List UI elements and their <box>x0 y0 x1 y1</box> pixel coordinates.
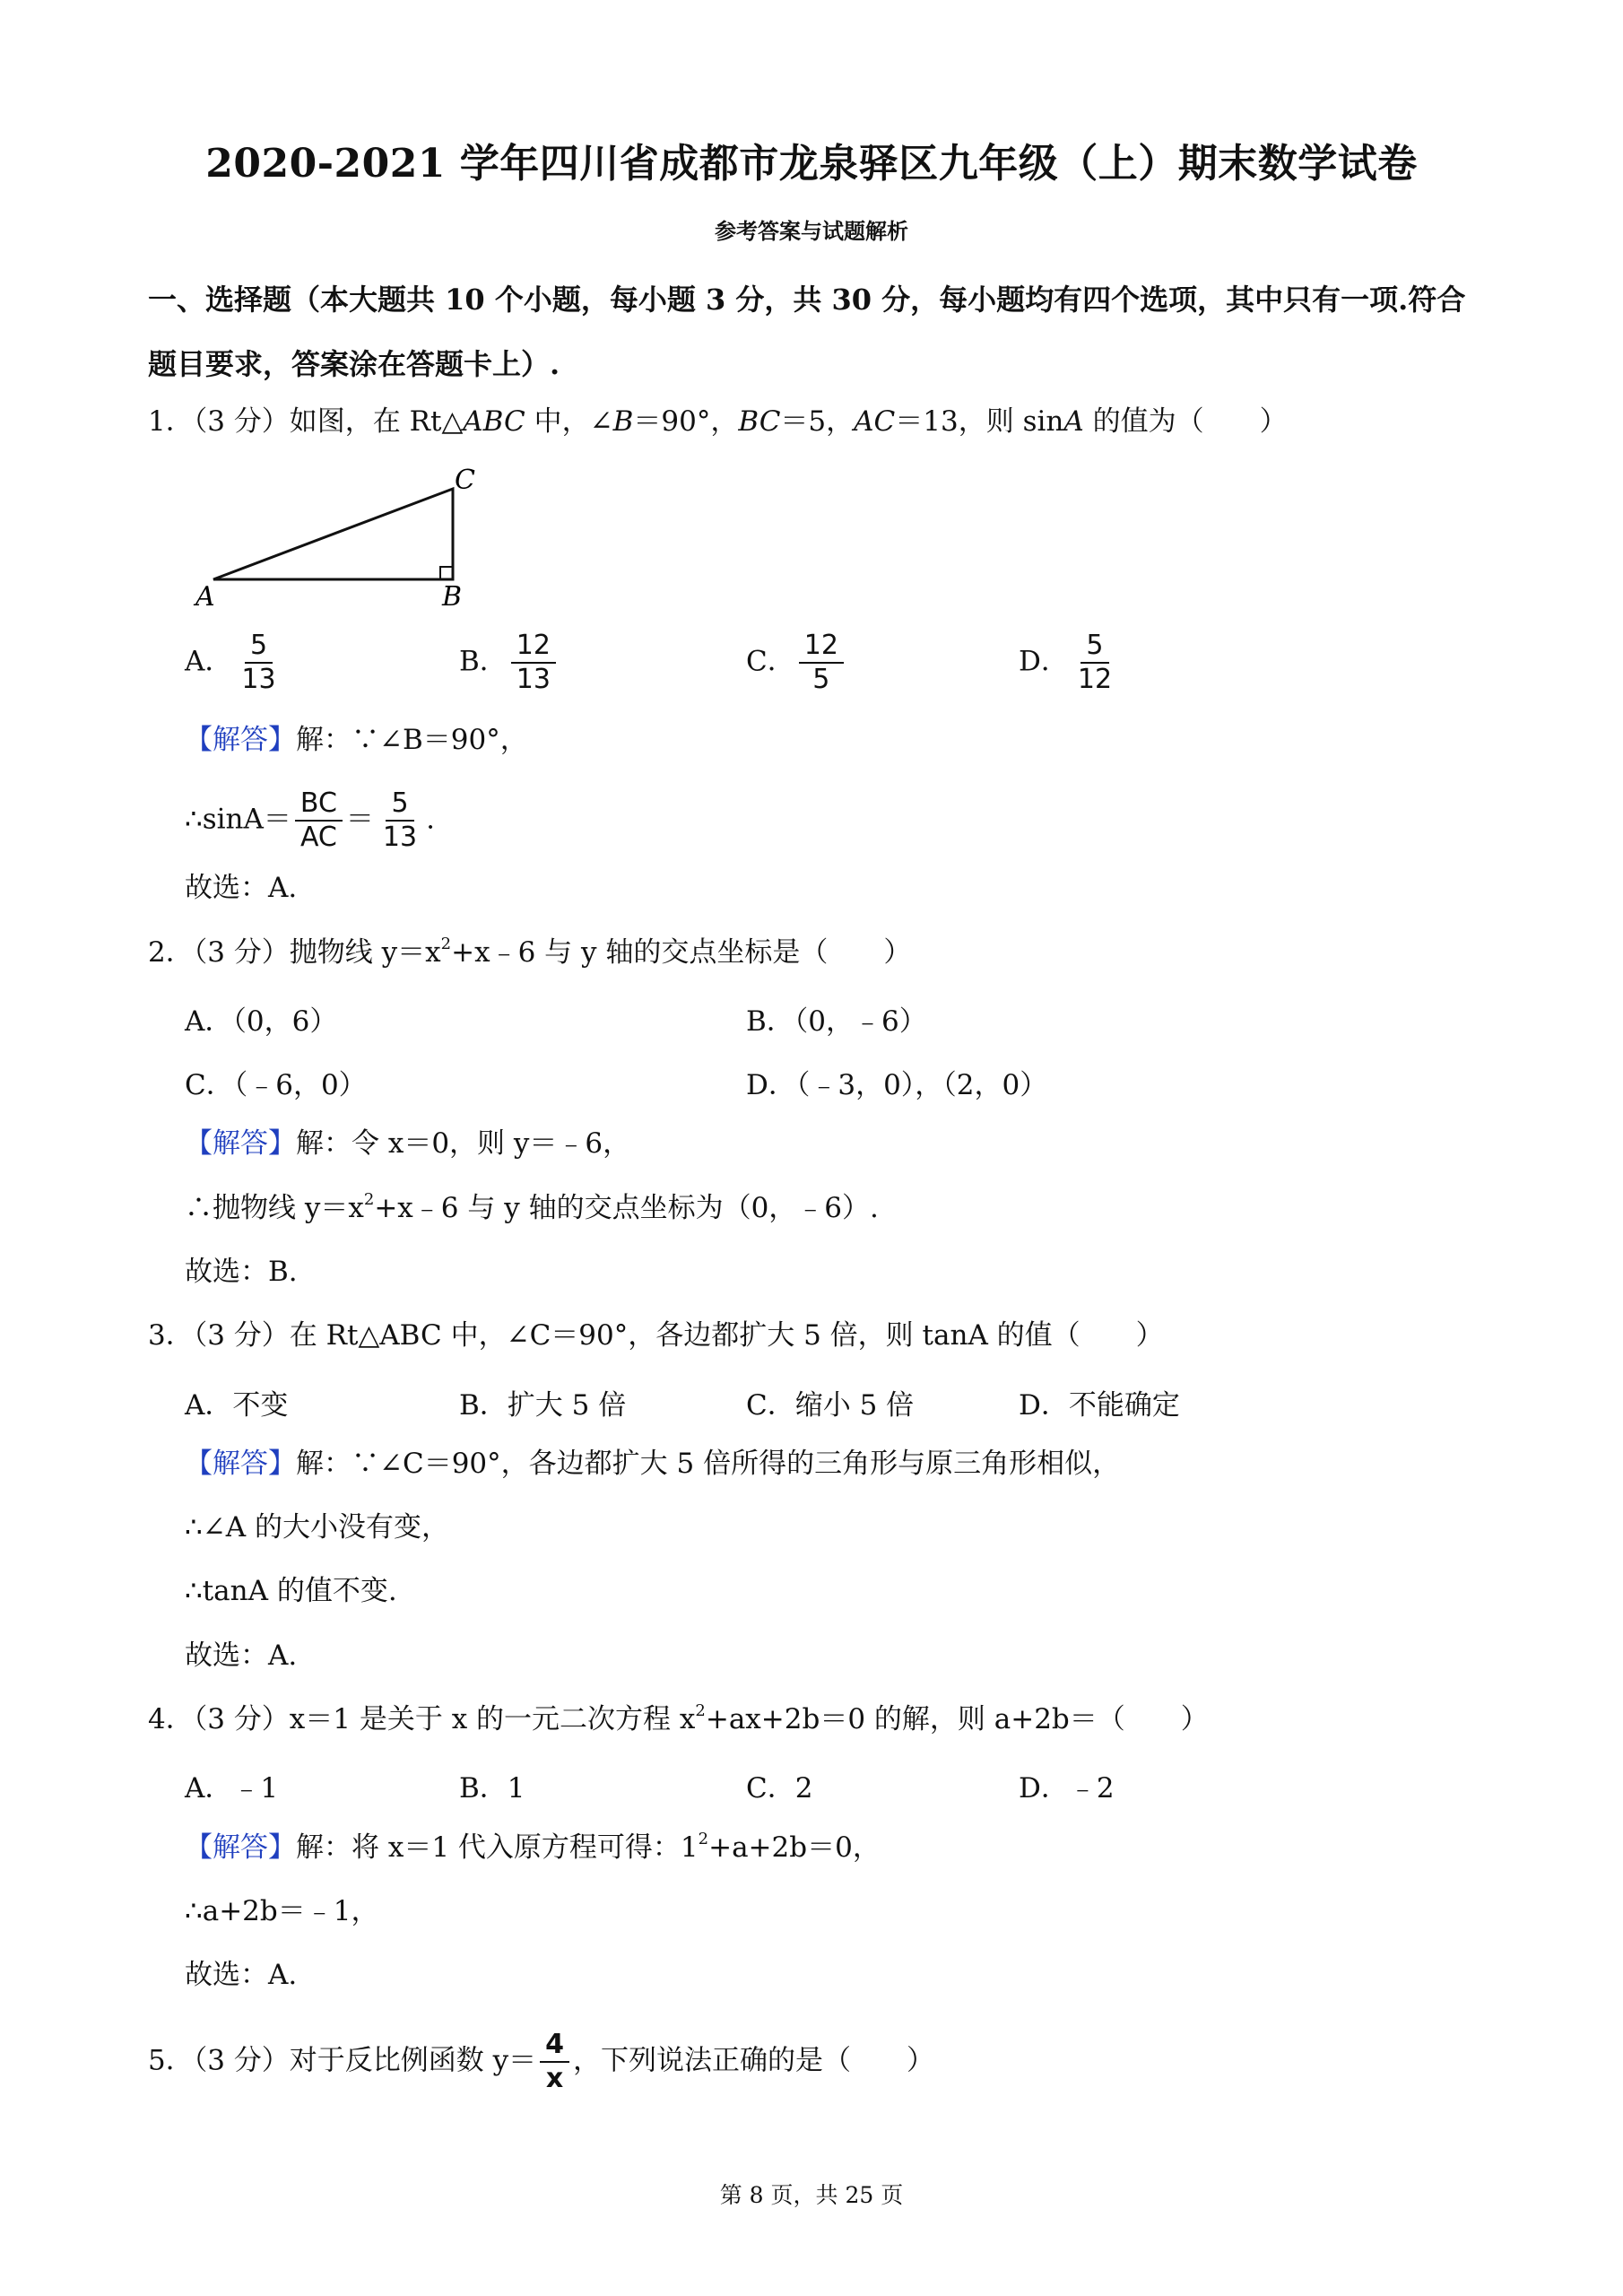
q3-solution-line-3: ∴tanA 的值不变. <box>185 1575 397 1607</box>
q3-option-a: A．不变 <box>185 1389 289 1422</box>
question-2-stem: 2．（3 分）抛物线 $y=x^2+x﹣6$ 与 y 轴的交点坐标是（ ） <box>148 935 912 969</box>
question-4-stem: 4．（3 分）x＝1 是关于 x 的一元二次方程 $x^2+ax+2b=0$ 的解，则 a+2b＝（ ） <box>148 1701 1209 1735</box>
q2-answer: 故选：B. <box>185 1256 298 1288</box>
q4-jieda-label: 【解答】 <box>185 1831 296 1864</box>
q4-option-a: A．﹣1 <box>185 1772 279 1805</box>
q1-answer: 故选：A. <box>185 872 298 904</box>
q3-solution-line-2: ∴∠A 的大小没有变， <box>185 1511 449 1544</box>
question-5-stem: 5．（3 分）对于反比例函数 y＝ $\frac{4}{x}$ ，下列说法正确的是（ ） <box>148 2029 935 2094</box>
q3-option-b: B．扩大 5 倍 <box>459 1389 627 1422</box>
q4-option-d: D．﹣2 <box>1019 1772 1115 1805</box>
q1-option-d: D． $\frac{5}{12}$ <box>1019 630 1113 695</box>
vertex-label-b: B <box>442 581 463 613</box>
q4-solution-line-2: ∴a+2b＝﹣1， <box>185 1895 379 1927</box>
q3-solution-line-1: 【解答】解：∵∠C＝90°，各边都扩大 5 倍所得的三角形与原三角形相似， <box>185 1448 1121 1480</box>
vertex-label-c: C <box>455 465 475 496</box>
q2-solution-line-2: ∴抛物线 $y=x^2+x﹣6$ 与 y 轴的交点坐标为（0，﹣6）. <box>185 1190 879 1224</box>
page-footer: 第 8 页，共 25 页 <box>719 2182 904 2208</box>
q1-option-a: A． $\frac{5}{13}$ <box>185 630 276 695</box>
page-subtitle: 参考答案与试题解析 <box>715 218 908 244</box>
q1-jieda-label: 【解答】 <box>185 724 296 756</box>
q3-answer: 故选：A. <box>185 1639 298 1672</box>
q3-option-d: D．不能确定 <box>1019 1389 1180 1422</box>
q2-option-c: C．（﹣6，0） <box>185 1069 367 1101</box>
q1-solution-line-2: ∴sinA＝ $\frac{BC}{AC}$ ＝ $\frac{5}{13}$ . <box>185 787 435 853</box>
page-title: 2020-2021 学年四川省成都市龙泉驿区九年级（上）期末数学试卷 <box>205 141 1418 187</box>
vertex-label-a: A <box>195 581 215 613</box>
question-3-stem: 3．（3 分）在 Rt△ABC 中，∠C＝90°，各边都扩大 5 倍，则 tanA 的值（ ） <box>148 1319 1164 1352</box>
q3-jieda-label: 【解答】 <box>185 1448 296 1480</box>
q3-option-c: C．缩小 5 倍 <box>746 1389 915 1422</box>
section-heading: 一、选择题（本大题共 10 个小题，每小题 3 分，共 30 分，每小题均有四个选项，其中只有一项.符合题目要求，答案涂在答题卡上）. <box>148 283 1466 381</box>
q2-option-d: D．（﹣3，0），（2，0） <box>746 1069 1048 1101</box>
right-angle-mark <box>440 567 453 579</box>
q2-solution-line-1: 【解答】解：令 x＝0，则 y＝﹣6， <box>185 1127 631 1160</box>
q1-solution-line-1: 【解答】解：∵∠B＝90°， <box>185 724 528 756</box>
q4-answer: 故选：A. <box>185 1959 298 1991</box>
q4-option-b: B．1 <box>459 1772 525 1805</box>
q2-option-a: A．（0，6） <box>185 1005 338 1038</box>
q4-solution-line-1: 【解答】解：将 x＝1 代入原方程可得：$1^2+a+2b=0$， <box>185 1830 881 1864</box>
q1-option-c: C． $\frac{12}{5}$ <box>746 630 847 696</box>
q2-option-b: B．（0，﹣6） <box>746 1005 927 1038</box>
triangle-shape <box>213 489 453 579</box>
q1-option-b: B． $\frac{12}{13}$ <box>459 630 560 696</box>
q2-jieda-label: 【解答】 <box>185 1127 296 1160</box>
question-1-stem: 1．（3 分）如图，在 Rt△ABC 中，∠B＝90°，BC＝5，AC＝13，则 sinA 的值为（ ） <box>148 405 1288 438</box>
triangle-figure <box>188 462 493 614</box>
q4-option-c: C．2 <box>746 1772 813 1805</box>
